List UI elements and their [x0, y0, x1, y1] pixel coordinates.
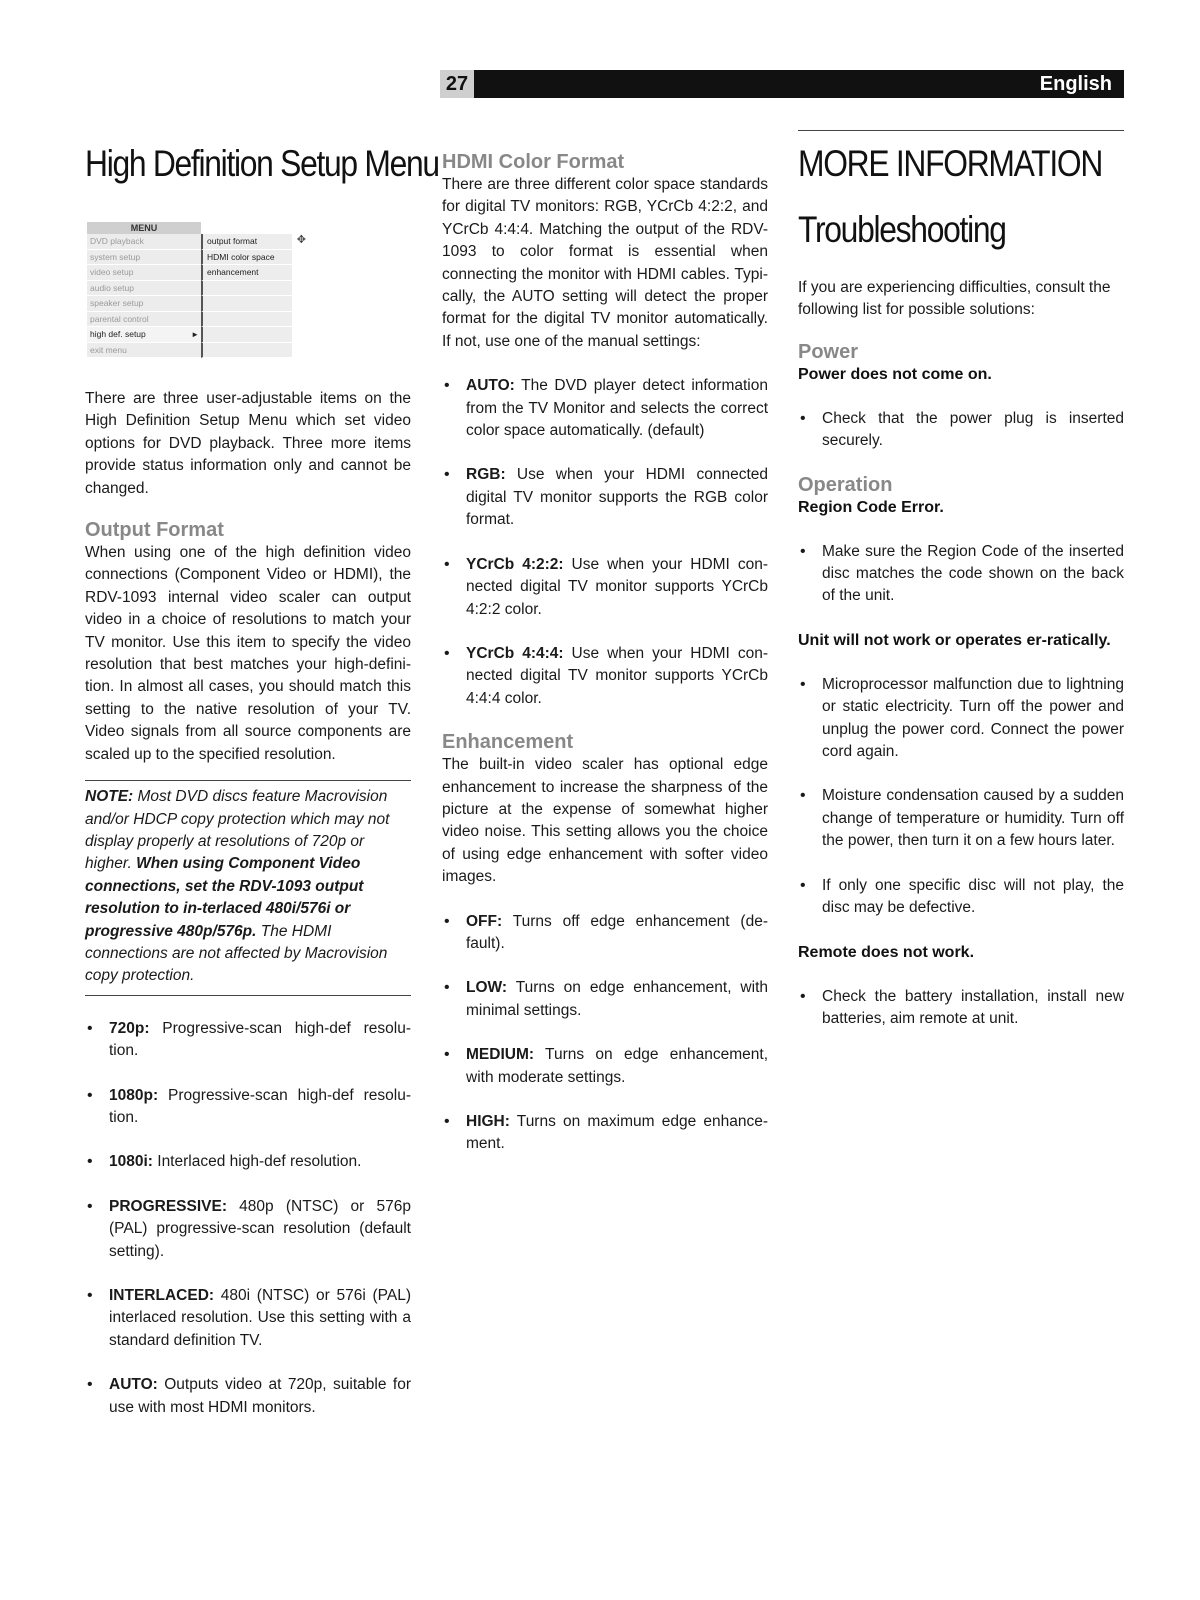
- list-item: [85, 1196, 411, 1263]
- note-label: NOTE:: [85, 788, 134, 806]
- menu-subitem-empty: [201, 296, 292, 312]
- list-item: • If only one specific disc will not play, the disc may be defective.: [798, 875, 1124, 920]
- menu-item-audio-setup: audio setup: [87, 281, 201, 297]
- list-item: [442, 554, 768, 621]
- troubleshooting-title: Troubleshooting: [798, 209, 1006, 250]
- region-code-problem: Region Code Error.: [798, 498, 944, 516]
- menu-item-exit-menu: exit menu: [87, 343, 201, 359]
- language-label: English: [1039, 73, 1112, 95]
- menu-subitem-enhancement: enhancement: [201, 265, 292, 281]
- list-item: [442, 1044, 768, 1089]
- list-term: MEDIUM:: [466, 1046, 535, 1064]
- list-text: Turns on edge enhancement, with moderate settings.: [466, 1046, 768, 1086]
- note-text-end: The HDMI connections are not affected by Macrovision copy protection.: [85, 922, 388, 985]
- list-item: [85, 1085, 411, 1130]
- column-right: [798, 130, 1124, 1052]
- section-heading-operation: Operation: [798, 473, 893, 496]
- menu-item-label: high def. setup: [90, 329, 146, 339]
- list-item: • Check the battery installation, install new batteries, aim remote at unit.: [798, 986, 1124, 1031]
- list-term: 720p:: [109, 1019, 150, 1037]
- menu-row: [87, 312, 297, 328]
- menu-item-speaker-setup: speaker setup: [87, 296, 201, 312]
- list-item: [85, 1151, 411, 1173]
- list-item: • Make sure the Region Code of the inserted disc matches the code shown on the back of the unit.: [798, 541, 1124, 608]
- list-item: [85, 1285, 411, 1352]
- list-item: [442, 911, 768, 956]
- section-heading-hdmi-color-format: HDMI Color Format: [442, 151, 625, 173]
- menu-subitem-empty: [201, 312, 292, 328]
- unit-problem: Unit will not work or operates er-ratically.: [798, 631, 1111, 649]
- list-term: YCrCb 4:4:4:: [466, 644, 564, 662]
- list-text: Outputs video at 720p, suitable for use with most HDMI monitors.: [109, 1376, 411, 1416]
- triangle-right-icon: ►: [191, 330, 199, 339]
- enhancement-list: [442, 911, 768, 1156]
- list-term: LOW:: [466, 979, 508, 997]
- list-text: 480p (NTSC) or 576p (PAL) progressive-scan resolution (default setting).: [109, 1197, 411, 1260]
- list-text: Use when your HDMI con-nected digital TV monitor supports YCrCb 4:2:2 color.: [466, 555, 768, 618]
- setup-menu-screenshot: [87, 222, 306, 358]
- menu-subitem-empty: [201, 343, 292, 359]
- enhancement-paragraph: The built-in video scaler has optional edge enhancement to increase the sharpness of the picture at the expense of somewhat higher video noise. This setting allows you the choice of using edge enhancement with softer video images.: [442, 756, 768, 886]
- arrows-icon: ✥: [296, 234, 306, 246]
- list-item: • Check that the power plug is inserted securely.: [798, 408, 1124, 453]
- unit-solutions: [798, 674, 1124, 920]
- page-title: High Definition Setup Menu: [85, 143, 439, 184]
- menu-subitem-label: output format: [207, 236, 258, 246]
- menu-row: [87, 234, 306, 250]
- list-term: PROGRESSIVE:: [109, 1197, 227, 1215]
- list-item: [442, 643, 768, 710]
- page-header-bar: [440, 70, 1124, 98]
- note-emphasis: When using Component Video connections, set the RDV-1093 output resolution to in-terlaced 480i/576i or progressive 480p/576p.: [85, 855, 364, 940]
- list-text: Use when your HDMI connected digital TV monitor supports the RGB color format.: [466, 466, 768, 529]
- region-code-solutions: [798, 541, 1124, 608]
- page-number: 27: [440, 70, 474, 98]
- list-item: [442, 375, 768, 442]
- list-term: 1080p:: [109, 1086, 159, 1104]
- list-term: INTERLACED:: [109, 1287, 215, 1304]
- list-text: The DVD player detect information from the TV Monitor and selects the correct color space automatically. (default): [466, 377, 768, 440]
- column-middle: [442, 130, 768, 1178]
- section-heading-enhancement: Enhancement: [442, 731, 574, 754]
- list-term: OFF:: [466, 912, 503, 930]
- list-item: [442, 464, 768, 531]
- list-term: HIGH:: [466, 1113, 510, 1130]
- list-item: [85, 1374, 411, 1419]
- menu-subitem-output-format: [201, 234, 306, 250]
- list-term: AUTO:: [466, 377, 515, 395]
- list-text: Interlaced high-def resolution.: [152, 1153, 362, 1171]
- troubleshooting-intro: If you are experiencing difficulties, consult the following list for possible solutions:: [798, 279, 1111, 319]
- output-format-paragraph: When using one of the high definition video connections (Component Video or HDMI), the RDV-1093 internal video scaler can output video in a choice of resolutions to match your TV monitor. Use this item to specify the video resolution that best matches your high-defini-tion. In almost all cases, you should match this setting to the native resolution of your TV. Video signals from all source components are scaled up to the specified resolution.: [85, 544, 411, 763]
- list-item: [85, 1018, 411, 1063]
- menu-row: [87, 250, 297, 266]
- menu-row: [87, 281, 297, 297]
- list-text: Turns off edge enhancement (de-fault).: [466, 912, 768, 952]
- power-solutions: [798, 408, 1124, 453]
- menu-subitem-empty: [201, 327, 292, 343]
- list-text: Turns on maximum edge enhance-ment.: [466, 1113, 768, 1153]
- menu-item-high-def-setup: [87, 327, 201, 343]
- menu-header: MENU: [87, 222, 201, 234]
- list-term: YCrCb 4:2:2:: [466, 555, 564, 573]
- section-heading-output-format: Output Format: [85, 519, 224, 542]
- menu-item-parental-control: parental control: [87, 312, 201, 328]
- more-information-title: MORE INFORMATION: [798, 143, 1103, 184]
- power-problem: Power does not come on.: [798, 365, 992, 383]
- intro-paragraph: There are three user-adjustable items on the High Definition Setup Menu which set video options for DVD playback. Three more items provide status information only and cannot be changed.: [85, 390, 411, 497]
- list-item: • Moisture condensation caused by a sudden change of temperature or humidity. Turn off the power, then turn it on a few hours later.: [798, 785, 1124, 852]
- menu-item-video-setup: video setup: [87, 265, 201, 281]
- resolution-list: [85, 1018, 411, 1419]
- remote-solutions: [798, 986, 1124, 1031]
- remote-problem: Remote does not work.: [798, 943, 975, 961]
- menu-subitem-empty: [201, 281, 292, 297]
- list-text: Progressive-scan high-def resolu-tion.: [109, 1019, 411, 1060]
- menu-row: [87, 343, 297, 359]
- menu-subitem-hdmi-color-space: HDMI color space: [201, 250, 292, 266]
- list-item: [442, 1111, 768, 1156]
- list-term: 1080i:: [109, 1153, 153, 1171]
- menu-item-dvd-playback: DVD playback: [87, 234, 201, 250]
- section-heading-power: Power: [798, 340, 859, 363]
- list-text: Progressive-scan high-def resolu-tion.: [109, 1086, 411, 1126]
- list-item: • Microprocessor malfunction due to lightning or static electricity. Turn off the power and unplug the power cord. Connect the power cord again.: [798, 674, 1124, 764]
- list-text: Use when your HDMI con-nected digital TV monitor supports YCrCb 4:4:4 color.: [466, 644, 768, 707]
- hdmi-paragraph: There are three different color space standards for digital TV monitors: RGB, YCrCb 4:2:2, and YCrCb 4:4:4. Matching the output of the RDV-1093 to color format is essential when connecting the monitor with HDMI cables. Typi-cally, the AUTO setting will detect the proper format for the digital TV monitor automatically. If not, use one of the manual settings:: [442, 176, 768, 350]
- note-box: [85, 780, 411, 996]
- menu-row: [87, 327, 297, 343]
- menu-row: [87, 296, 297, 312]
- note-text: Most DVD discs feature Macrovision and/or HDCP copy protection which may not display properly at resolutions of 720p or higher.: [85, 788, 390, 873]
- list-text: Turns on edge enhancement, with minimal settings.: [466, 979, 768, 1019]
- menu-row: [87, 265, 297, 281]
- list-term: AUTO:: [109, 1376, 158, 1394]
- list-item: [442, 977, 768, 1022]
- hdmi-format-list: [442, 375, 768, 710]
- list-text: 480i (NTSC) or 576i (PAL) interlaced resolution. Use this setting with a standard definition TV.: [109, 1287, 411, 1349]
- menu-item-system-setup: system setup: [87, 250, 201, 266]
- column-left: [85, 130, 439, 1441]
- list-term: RGB:: [466, 466, 506, 484]
